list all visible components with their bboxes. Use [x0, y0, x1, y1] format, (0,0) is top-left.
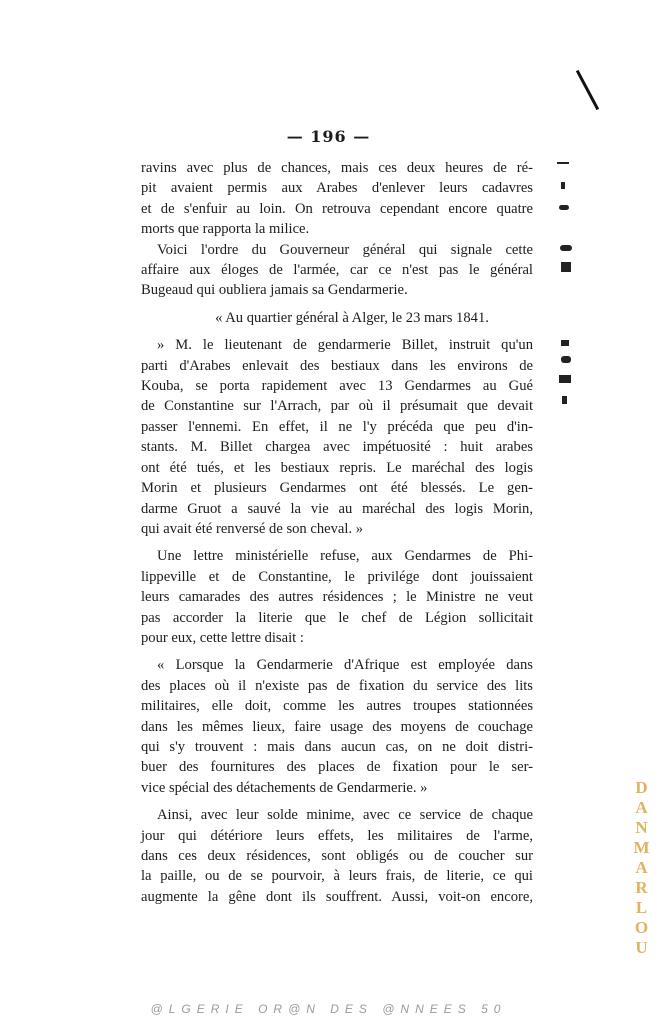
bleed-mark	[560, 245, 572, 251]
text-line: qui s'y trouvent : mais dans aucun cas, on ne doit distri-	[141, 738, 533, 755]
bleed-mark	[562, 396, 567, 404]
text-line: pit avaient permis aux Arabes d'enlever leurs cadavres	[141, 180, 533, 197]
bleed-mark	[561, 340, 569, 346]
text-line: de Constantine sur l'Arrach, par où il présumait que devait	[141, 398, 533, 415]
text-line: et de s'enfuir au loin. On retrouva cependant encore quatre	[141, 200, 533, 217]
text-line: dans les mêmes lieux, faire usage des moyens de couchage	[141, 718, 533, 735]
bleed-mark	[561, 356, 571, 363]
scan-artifact-line	[576, 70, 599, 110]
bleed-mark	[559, 205, 569, 210]
text-line: la paille, ou de se pourvoir, à leurs frais, de literie, ce qui	[141, 868, 533, 885]
text-line: passer l'ennemi. En effet, il ne l'y précéda que peu d'in-	[141, 418, 533, 435]
text-line: pour eux, cette lettre disait :	[141, 629, 304, 646]
text-line: Kouba, se porta rapidement avec 13 Gendarmes au Gué	[141, 378, 533, 395]
text-line: Morin et plusieurs Gendarmes ont été blessés. Le gen-	[141, 480, 533, 497]
text-line: leurs camarades des autres résidences ; le Ministre ne veut	[141, 589, 533, 606]
text-line: des places où il n'existe pas de fixation du service des lits	[141, 677, 533, 694]
side-watermark: DANMARLOU	[632, 778, 651, 958]
text-line: « Lorsque la Gendarmerie d'Afrique est employée dans	[157, 657, 533, 674]
text-line: ravins avec plus de chances, mais ces deux heures de ré-	[141, 160, 533, 176]
text-line: Voici l'ordre du Gouverneur général qui signale cette	[157, 241, 533, 258]
text-line: » M. le lieutenant de gendarmerie Billet, instruit qu'un	[157, 337, 533, 354]
text-line: militaires, elle doit, comme les autres troupes stationnées	[141, 698, 533, 715]
bleed-mark	[561, 262, 571, 272]
text-line: dans ces deux résidences, sont obligés ou de coucher sur	[141, 848, 533, 864]
text-line: morts que rapporta la milice.	[141, 221, 310, 238]
text-line: ont été tués, et les bestiaux repris. Le maréchal des logis	[141, 459, 533, 476]
text-line: pas accorder la literie que le chef de Légion sollicitait	[141, 609, 533, 626]
dateline: « Au quartier général à Alger, le 23 mars 1841.	[215, 309, 489, 326]
text-line: affaire aux éloges de l'armée, car ce n'est pas le général	[141, 262, 533, 279]
text-line: lippeville et de Constantine, le privilége dont jouissaient	[141, 568, 533, 585]
text-line: Ainsi, avec leur solde minime, avec ce service de chaque	[157, 807, 533, 824]
bleed-mark	[557, 162, 569, 164]
text-line: augmente la gêne dont ils souffrent. Aussi, voit-on encore,	[141, 888, 533, 905]
text-line: darme Gruot a sauvé la vie au maréchal des logis Morin,	[141, 500, 533, 517]
text-line: qui avait été renversé de son cheval. »	[141, 520, 364, 537]
bleed-mark	[559, 375, 571, 383]
footer-watermark: @LGERIE OR@N DES @NNEES 50	[150, 1002, 507, 1016]
text-line: parti d'Arabes enlevait des bestiaux dans les environs de	[141, 357, 533, 374]
bleed-mark	[561, 182, 565, 189]
text-line: Une lettre ministérielle refuse, aux Gendarmes de Phi-	[157, 548, 533, 565]
page-number: — 196 —	[286, 127, 371, 146]
page-text	[141, 158, 533, 907]
text-line: buer des fournitures des places de fixation pour le ser-	[141, 759, 533, 776]
text-line: vice spécial des détachements de Gendarmerie. »	[141, 779, 428, 796]
text-line: jour qui détériore leurs effets, les militaires de l'arme,	[141, 827, 533, 844]
text-line: Bugeaud qui oubliera jamais sa Gendarmerie.	[141, 282, 408, 299]
text-line: stants. M. Billet chargea avec impétuosité : huit arabes	[141, 439, 533, 456]
